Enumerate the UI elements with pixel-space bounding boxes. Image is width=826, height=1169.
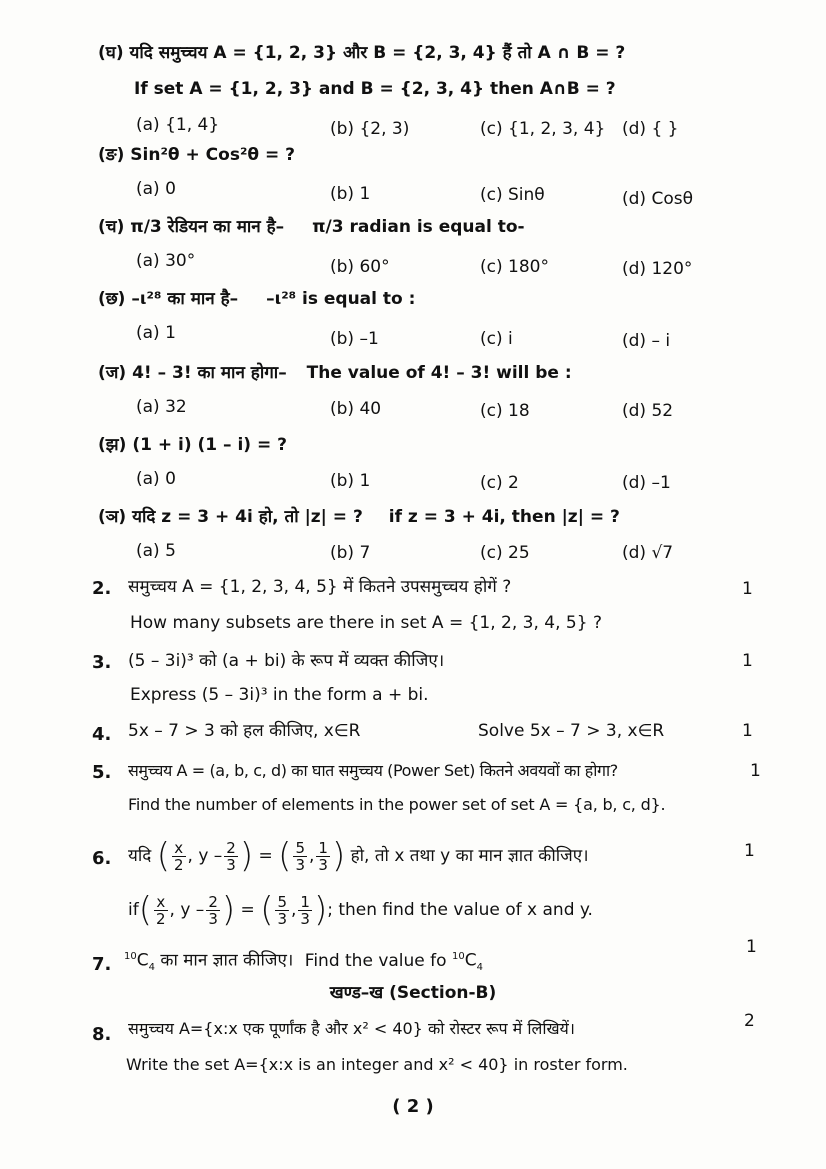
q1-gha-label: (घ) xyxy=(98,43,124,63)
q1-jha-option-d: (d) –1 xyxy=(622,473,671,493)
q7-marks: 1 xyxy=(746,937,757,957)
q1-nga-option-a: (a) 0 xyxy=(136,179,176,199)
q7-english: Find the value fo xyxy=(304,950,447,971)
q1-ja-label: (ज) xyxy=(98,363,127,383)
q1-cha-label: (छ) xyxy=(98,289,126,309)
q1-ca-option-b: (b) 60° xyxy=(330,257,390,277)
q1-cha-option-c: (c) i xyxy=(480,329,513,349)
q1-nga-option-d: (d) Cosθ xyxy=(622,189,693,209)
q1-ca-option-c: (c) 180° xyxy=(480,257,549,277)
q1-nga xyxy=(98,144,295,166)
q6-number: 6. xyxy=(92,848,112,869)
q8-marks: 2 xyxy=(744,1011,755,1031)
q1-gha-hindi-text: यदि समुच्चय A = {1, 2, 3} और B = {2, 3, 4} हैं तो A ∩ B = ? xyxy=(129,43,626,63)
q7-number: 7. xyxy=(92,954,112,975)
q5-marks: 1 xyxy=(750,761,761,781)
q1-ca-hindi: π/3 रेडियन का मान है– xyxy=(130,217,285,237)
q1-gha-option-d: (d) { } xyxy=(622,119,679,139)
q1-nya xyxy=(98,506,620,528)
q5-hindi: समुच्चय A = (a, b, c, d) का घात समुच्चय (Power Set) कितने अवयवों का होगा? xyxy=(128,761,618,780)
q1-nya-option-b: (b) 7 xyxy=(330,543,371,563)
q5-number: 5. xyxy=(92,762,112,783)
q1-jha-text: (1 + i) (1 – i) = ? xyxy=(132,435,287,455)
q7-hindi: का मान ज्ञात कीजिए। xyxy=(160,950,294,971)
q1-ja-hindi: 4! – 3! का मान होगा– xyxy=(132,363,287,383)
q1-gha-option-a: (a) {1, 4} xyxy=(136,115,220,135)
q1-ca-option-d: (d) 120° xyxy=(622,259,693,279)
q3-english: Express (5 – 3i)³ in the form a + bi. xyxy=(130,685,429,705)
q1-nga-option-c: (c) Sinθ xyxy=(480,185,545,205)
q2-number: 2. xyxy=(92,578,112,599)
q8-hindi: समुच्चय A={x:x एक पूर्णांक है और x² < 40} को रोस्टर रूप में लिखियें। xyxy=(128,1019,575,1038)
q1-cha-hindi: –ι²⁸ का मान है– xyxy=(131,289,239,309)
q6-hindi-line: यदि ( $\frac{x}{2}$ , y – $\frac{2}{3}$ ) = ( $\frac{5}{3}$ , $\frac{1}{3}$ ) हो, तो x तथा y का मान ज्ञात कीजिए। xyxy=(128,836,589,876)
q6-hindi-pre: यदि xyxy=(128,846,152,866)
q1-nga-label: (ङ) xyxy=(98,145,125,165)
q6-hindi-post: हो, तो x तथा y का मान ज्ञात कीजिए। xyxy=(350,846,589,866)
q1-jha-option-a: (a) 0 xyxy=(136,469,176,489)
page-number: ( 2 ) xyxy=(392,1096,434,1117)
q1-gha-hindi xyxy=(98,42,625,64)
q4-english: Solve 5x – 7 > 3, x∈R xyxy=(478,721,665,741)
q1-gha-option-c: (c) {1, 2, 3, 4} xyxy=(480,119,606,139)
q7-line: $^{10}C_4$ का मान ज्ञात कीजिए। Find the value fo $^{10}C_4$ xyxy=(124,950,483,974)
q2-marks: 1 xyxy=(742,579,753,599)
q1-nya-option-a: (a) 5 xyxy=(136,541,176,561)
q6-english-post: ; then find the value of x and y. xyxy=(327,900,593,920)
q1-jha-option-c: (c) 2 xyxy=(480,473,519,493)
q6-frac-x-over-2: $\frac{x}{2}$ xyxy=(173,838,184,874)
q1-nya-hindi: यदि z = 3 + 4i हो, तो |z| = ? xyxy=(132,507,363,527)
q1-nya-english: if z = 3 + 4i, then |z| = ? xyxy=(388,507,620,527)
q1-cha xyxy=(98,288,415,310)
q1-ca-option-a: (a) 30° xyxy=(136,251,196,271)
q1-cha-option-a: (a) 1 xyxy=(136,323,176,343)
q5-english: Find the number of elements in the power set of set A = {a, b, c, d}. xyxy=(128,795,666,814)
q6-english-pre: if xyxy=(128,900,139,920)
q4-number: 4. xyxy=(92,724,112,745)
q3-marks: 1 xyxy=(742,651,753,671)
q1-cha-english: –ι²⁸ is equal to : xyxy=(266,289,416,309)
q4-hindi: 5x – 7 > 3 को हल कीजिए, x∈R xyxy=(128,721,361,741)
q2-english: How many subsets are there in set A = {1, 2, 3, 4, 5} ? xyxy=(130,613,602,633)
q2-hindi: समुच्चय A = {1, 2, 3, 4, 5} में कितने उपसमुच्चय होगें ? xyxy=(128,577,512,597)
q1-jha-option-b: (b) 1 xyxy=(330,471,371,491)
q1-nya-option-c: (c) 25 xyxy=(480,543,530,563)
q1-cha-option-b: (b) –1 xyxy=(330,329,379,349)
q1-ca xyxy=(98,216,525,238)
q1-jha-label: (झ) xyxy=(98,435,127,455)
section-b-heading: खण्ड–ख (Section-B) xyxy=(329,983,497,1003)
q1-ja-option-c: (c) 18 xyxy=(480,401,530,421)
q1-gha-english: If set A = {1, 2, 3} and B = {2, 3, 4} then A∩B = ? xyxy=(134,79,616,99)
q1-nga-text: Sin²θ + Cos²θ = ? xyxy=(130,145,296,165)
q1-ca-english: π/3 radian is equal to- xyxy=(312,217,525,237)
q1-ja xyxy=(98,362,572,384)
q1-ja-english: The value of 4! – 3! will be : xyxy=(306,363,572,383)
q3-number: 3. xyxy=(92,652,112,673)
q6-english-line: if( $\frac{x}{2}$ , y – $\frac{2}{3}$ ) = ( $\frac{5}{3}$ , $\frac{1}{3}$ ); then find the value of x and y. xyxy=(128,890,593,930)
q3-hindi: (5 – 3i)³ को (a + bi) के रूप में व्यक्त कीजिए। xyxy=(128,651,445,671)
q1-ca-label: (च) xyxy=(98,217,125,237)
q1-jha xyxy=(98,434,287,456)
q8-english: Write the set A={x:x is an integer and x² < 40} in roster form. xyxy=(126,1055,628,1074)
q1-cha-option-d: (d) – i xyxy=(622,331,671,351)
q4-marks: 1 xyxy=(742,721,753,741)
q1-ja-option-a: (a) 32 xyxy=(136,397,187,417)
q8-number: 8. xyxy=(92,1024,112,1045)
q1-ja-option-d: (d) 52 xyxy=(622,401,674,421)
q6-marks: 1 xyxy=(744,841,755,861)
q1-nya-option-d: (d) √7 xyxy=(622,543,674,563)
q1-gha-option-b: (b) {2, 3) xyxy=(330,119,410,139)
q1-nga-option-b: (b) 1 xyxy=(330,184,371,204)
q1-nya-label: (ञ) xyxy=(98,507,127,527)
q1-ja-option-b: (b) 40 xyxy=(330,399,382,419)
